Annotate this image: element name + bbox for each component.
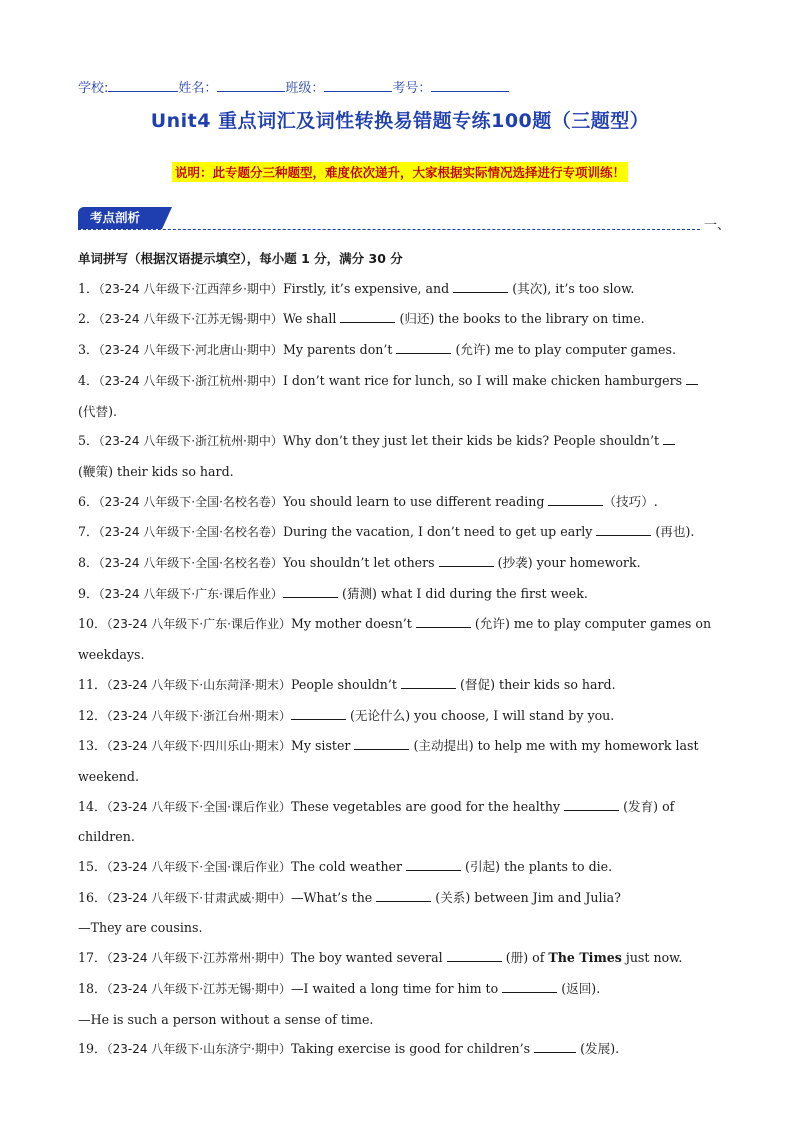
question-item xyxy=(78,304,718,335)
question-item xyxy=(78,701,718,732)
question-item xyxy=(78,426,718,457)
question-hint: (册) of xyxy=(501,950,549,966)
question-source: （23-24 八年级下·江苏无锡·期中） xyxy=(98,312,283,327)
question-continuation: —They are cousins. xyxy=(78,920,203,936)
question-hint: (返回). xyxy=(557,980,601,996)
class-label: 班级： xyxy=(285,81,325,96)
question-number: 14． xyxy=(78,798,107,814)
question-source: （23-24 八年级下·浙江台州·期末） xyxy=(106,708,291,723)
question-source: （23-24 八年级下·山东济宁·期中） xyxy=(106,1042,291,1057)
question-bold-text: The Times xyxy=(548,950,622,966)
answer-blank[interactable] xyxy=(548,492,603,506)
answer-blank[interactable] xyxy=(291,706,346,720)
question-source: （23-24 八年级下·全国·名校名卷） xyxy=(98,494,283,509)
question-hint: (允许) me to play computer games. xyxy=(451,342,676,358)
name-label: 姓名： xyxy=(178,81,218,96)
question-hint: (允许) me to play computer games on xyxy=(470,616,712,632)
question-number: 9． xyxy=(78,585,99,601)
class-field[interactable] xyxy=(324,79,392,92)
question-source: （23-24 八年级下·山东菏泽·期末） xyxy=(106,677,291,692)
question-source: （23-24 八年级下·全国·名校名卷） xyxy=(98,556,283,571)
question-item xyxy=(78,335,718,366)
question-continuation: weekdays. xyxy=(78,647,145,663)
question-source: （23-24 八年级下·全国·名校名卷） xyxy=(98,525,283,540)
answer-blank[interactable] xyxy=(502,979,557,993)
school-field[interactable] xyxy=(108,79,178,92)
question-text: You should learn to use different reading xyxy=(282,493,549,509)
section-tab: 考点剖析 xyxy=(78,207,162,229)
answer-blank[interactable] xyxy=(453,279,508,293)
question-source: （23-24 八年级下·江苏常州·期中） xyxy=(106,951,291,966)
answer-blank[interactable] xyxy=(686,371,698,385)
question-number: 7． xyxy=(78,524,99,540)
question-text: The boy wanted several xyxy=(290,950,447,966)
question-text: The cold weather xyxy=(290,859,407,875)
answer-blank[interactable] xyxy=(416,614,471,628)
question-item xyxy=(78,366,718,397)
answer-blank[interactable] xyxy=(534,1039,576,1053)
question-source: （23-24 八年级下·甘肃武威·期中） xyxy=(106,890,291,905)
answer-blank[interactable] xyxy=(396,340,451,354)
exam-no-field[interactable] xyxy=(431,79,509,92)
question-item xyxy=(78,943,718,974)
question-number: 19． xyxy=(78,1041,107,1057)
question-hint: (猜测) what I did during the first week. xyxy=(337,585,588,601)
question-source: （23-24 八年级下·四川乐山·期末） xyxy=(106,739,291,754)
answer-blank[interactable] xyxy=(283,584,338,598)
question-number: 6． xyxy=(78,493,99,509)
page-title: Unit4 重点词汇及词性转换易错题专练100题（三题型） xyxy=(150,110,650,132)
question-continuation: weekend. xyxy=(78,768,139,784)
question-number: 12． xyxy=(78,707,107,723)
question-text: These vegetables are good for the healthy xyxy=(290,798,565,814)
question-item xyxy=(78,548,718,579)
question-continuation: (代替). xyxy=(78,403,118,419)
question-source: （23-24 八年级下·全国·课后作业） xyxy=(106,860,291,875)
note-wrap xyxy=(0,162,800,182)
question-number: 1． xyxy=(78,280,99,296)
question-source: （23-24 八年级下·广东·课后作业） xyxy=(106,617,291,632)
question-item xyxy=(78,487,718,518)
question-source: （23-24 八年级下·江苏无锡·期中） xyxy=(106,981,291,996)
question-text: You shouldn’t let others xyxy=(282,555,439,571)
question-hint: (发育) of xyxy=(619,798,675,814)
question-number: 2． xyxy=(78,311,99,327)
question-hint: （技巧）. xyxy=(603,493,658,509)
question-item xyxy=(78,731,718,762)
question-number: 10． xyxy=(78,616,107,632)
question-hint: (关系) between Jim and Julia? xyxy=(431,889,621,905)
question-text: Taking exercise is good for children’s xyxy=(290,1041,535,1057)
question-continuation: —He is such a person without a sense of time. xyxy=(78,1011,374,1027)
question-item xyxy=(78,852,718,883)
question-number: 11． xyxy=(78,676,107,692)
question-hint: (无论什么) you choose, I will stand by you. xyxy=(345,707,615,723)
question-number: 4． xyxy=(78,372,99,388)
question-source: （23-24 八年级下·浙江杭州·期中） xyxy=(98,373,283,388)
question-continuation: children. xyxy=(78,829,135,845)
question-hint: (再也). xyxy=(651,524,695,540)
question-item xyxy=(78,883,718,914)
question-item xyxy=(78,517,718,548)
question-text: We shall xyxy=(282,311,341,327)
question-text: My mother doesn’t xyxy=(290,616,416,632)
question-text: Why don’t they just let their kids be kids? People shouldn’t xyxy=(282,433,664,449)
question-item xyxy=(78,974,718,1005)
answer-blank[interactable] xyxy=(564,797,619,811)
question-text: During the vacation, I don’t need to get up early xyxy=(282,524,597,540)
answer-blank[interactable] xyxy=(354,736,409,750)
question-text: I don’t want rice for lunch, so I will make chicken hamburgers xyxy=(282,372,687,388)
question-item xyxy=(78,609,718,640)
questions-content xyxy=(78,244,718,1065)
question-hint: (抄袭) your homework. xyxy=(493,555,641,571)
name-field[interactable] xyxy=(217,79,285,92)
answer-blank[interactable] xyxy=(596,522,651,536)
question-text: My parents don’t xyxy=(282,342,397,358)
question-text: —I waited a long time for him to xyxy=(290,980,503,996)
question-number: 18． xyxy=(78,980,107,996)
section-tail-mark: 一、 xyxy=(704,218,731,233)
question-text: People shouldn’t xyxy=(290,676,401,692)
question-text: My sister xyxy=(290,738,355,754)
question-number: 16． xyxy=(78,889,107,905)
question-hint: (主动提出) to help me with my homework last xyxy=(409,738,699,754)
answer-blank[interactable] xyxy=(376,888,431,902)
student-info-line xyxy=(78,77,509,96)
question-hint: (发展). xyxy=(576,1041,620,1057)
question-number: 5． xyxy=(78,433,99,449)
question-item xyxy=(78,670,718,701)
question-item xyxy=(78,792,718,823)
answer-blank[interactable] xyxy=(406,857,461,871)
question-hint: (引起) the plants to die. xyxy=(461,859,613,875)
question-hint: (归还) the books to the library on time. xyxy=(395,311,645,327)
question-text-end: just now. xyxy=(621,950,683,966)
question-continuation: (鞭策) their kids so hard. xyxy=(78,463,234,479)
question-number: 8． xyxy=(78,555,99,571)
question-source: （23-24 八年级下·全国·课后作业） xyxy=(106,799,291,814)
answer-blank[interactable] xyxy=(401,675,456,689)
answer-blank[interactable] xyxy=(447,948,502,962)
question-number: 17． xyxy=(78,950,107,966)
question-number: 3． xyxy=(78,342,99,358)
question-number: 15． xyxy=(78,859,107,875)
question-item xyxy=(78,579,718,610)
question-source: （23-24 八年级下·河北唐山·期中） xyxy=(98,343,283,358)
question-text: —What’s the xyxy=(290,889,377,905)
answer-blank[interactable] xyxy=(663,431,675,445)
question-list xyxy=(78,274,718,1065)
question-item xyxy=(78,274,718,305)
question-number: 13． xyxy=(78,738,107,754)
school-label: 学校: xyxy=(78,81,109,96)
question-hint: (其次), it’s too slow. xyxy=(508,280,635,296)
answer-blank[interactable] xyxy=(340,309,395,323)
question-source: （23-24 八年级下·江西萍乡·期中） xyxy=(98,281,283,296)
instruction-note: 说明：此专题分三种题型，难度依次递升，大家根据实际情况选择进行专项训练！ xyxy=(172,162,628,182)
question-text: Firstly, it’s expensive, and xyxy=(282,280,454,296)
section-divider xyxy=(78,229,700,230)
exam-no-label: 考号： xyxy=(392,81,432,96)
answer-blank[interactable] xyxy=(439,553,494,567)
question-hint: (督促) their kids so hard. xyxy=(455,676,616,692)
question-source: （23-24 八年级下·浙江杭州·期中） xyxy=(98,434,283,449)
question-source: （23-24 八年级下·广东·课后作业） xyxy=(98,586,283,601)
section-subtitle: 单词拼写（根据汉语提示填空），每小题 1 分，满分 30 分 xyxy=(78,251,403,266)
question-item xyxy=(78,1034,718,1065)
